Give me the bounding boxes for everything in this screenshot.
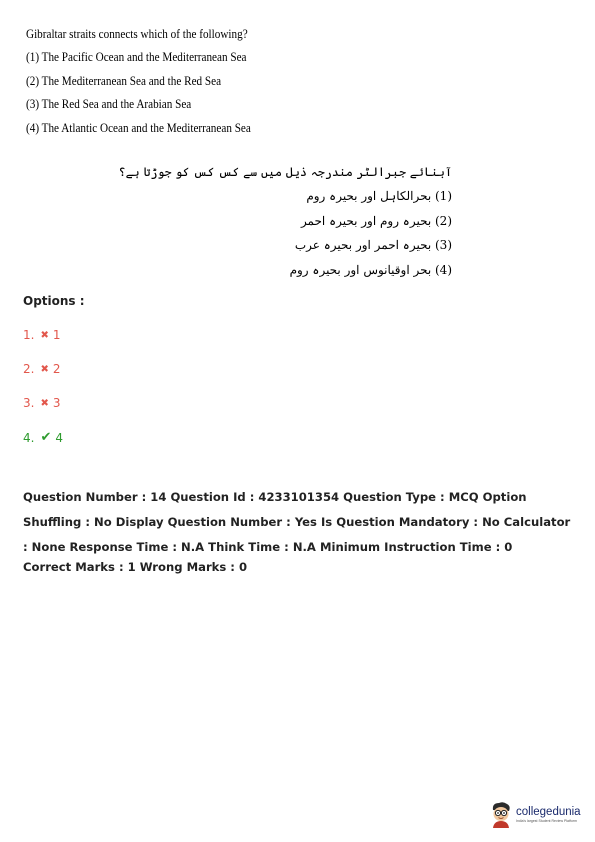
question-english [26, 22, 446, 139]
logo-wordmark: collegedunia [516, 805, 581, 818]
choice-3-text-urdu: (3) بحیرہ احمر اور بحیرہ عرب [294, 238, 452, 253]
choice-4-text: (4) The Atlantic Ocean and the Mediterranean Sea [26, 119, 251, 135]
option-3 [23, 396, 60, 410]
cross-icon: ✖ [40, 397, 49, 409]
option-number: 4. [23, 430, 35, 445]
check-icon: ✔ [40, 430, 52, 445]
choice-4-text-urdu: (4) بحر اوقیانوس اور بحیرہ روم [289, 262, 452, 277]
question-text-urdu: آبنائے جبرالٹر مندرجہ ذیل میں سے کس کس کو جوڑتا ہے؟ [118, 165, 452, 179]
mascot-icon [490, 801, 512, 829]
choice-1-text: (1) The Pacific Ocean and the Mediterranean Sea [26, 49, 247, 65]
question-text: Gibraltar straits connects which of the following? [26, 26, 248, 41]
cross-icon: ✖ [40, 329, 49, 341]
question-metadata: Question Number : 14 Question Id : 4233101354 Question Type : MCQ Option Shuffling : No Display Question Number : Yes Is Question Mandatory : No Calculator : None Response Time : N.A Think Time : N.A Minimum Instruction Time : 0 [23, 490, 571, 554]
option-value: 1 [52, 328, 61, 342]
options-heading: Options : [23, 294, 85, 308]
option-1 [23, 328, 60, 342]
option-2 [23, 362, 60, 376]
option-number: 2. [23, 362, 35, 376]
option-value: 2 [52, 362, 61, 376]
choice-2-text-urdu: (2) بحیرہ روم اور بحیرہ احمر [300, 213, 452, 228]
choice-3-text: (3) The Red Sea and the Arabian Sea [26, 96, 192, 112]
marks-info: Correct Marks : 1 Wrong Marks : 0 [23, 560, 248, 574]
logo-tagline: India's largest Student Review Platform [516, 819, 577, 823]
choice-2-text: (2) The Mediterranean Sea and the Red Sea [26, 72, 222, 88]
question-urdu [119, 160, 452, 282]
option-4 [23, 430, 63, 445]
option-number: 1. [23, 328, 35, 342]
cross-icon: ✖ [40, 363, 49, 375]
choice-1-text-urdu: (1) بحرالکاہل اور بحیرہ روم [306, 189, 452, 204]
collegedunia-logo [490, 801, 581, 829]
option-value: 4 [55, 430, 63, 445]
option-number: 3. [23, 396, 35, 410]
option-value: 3 [52, 396, 61, 410]
